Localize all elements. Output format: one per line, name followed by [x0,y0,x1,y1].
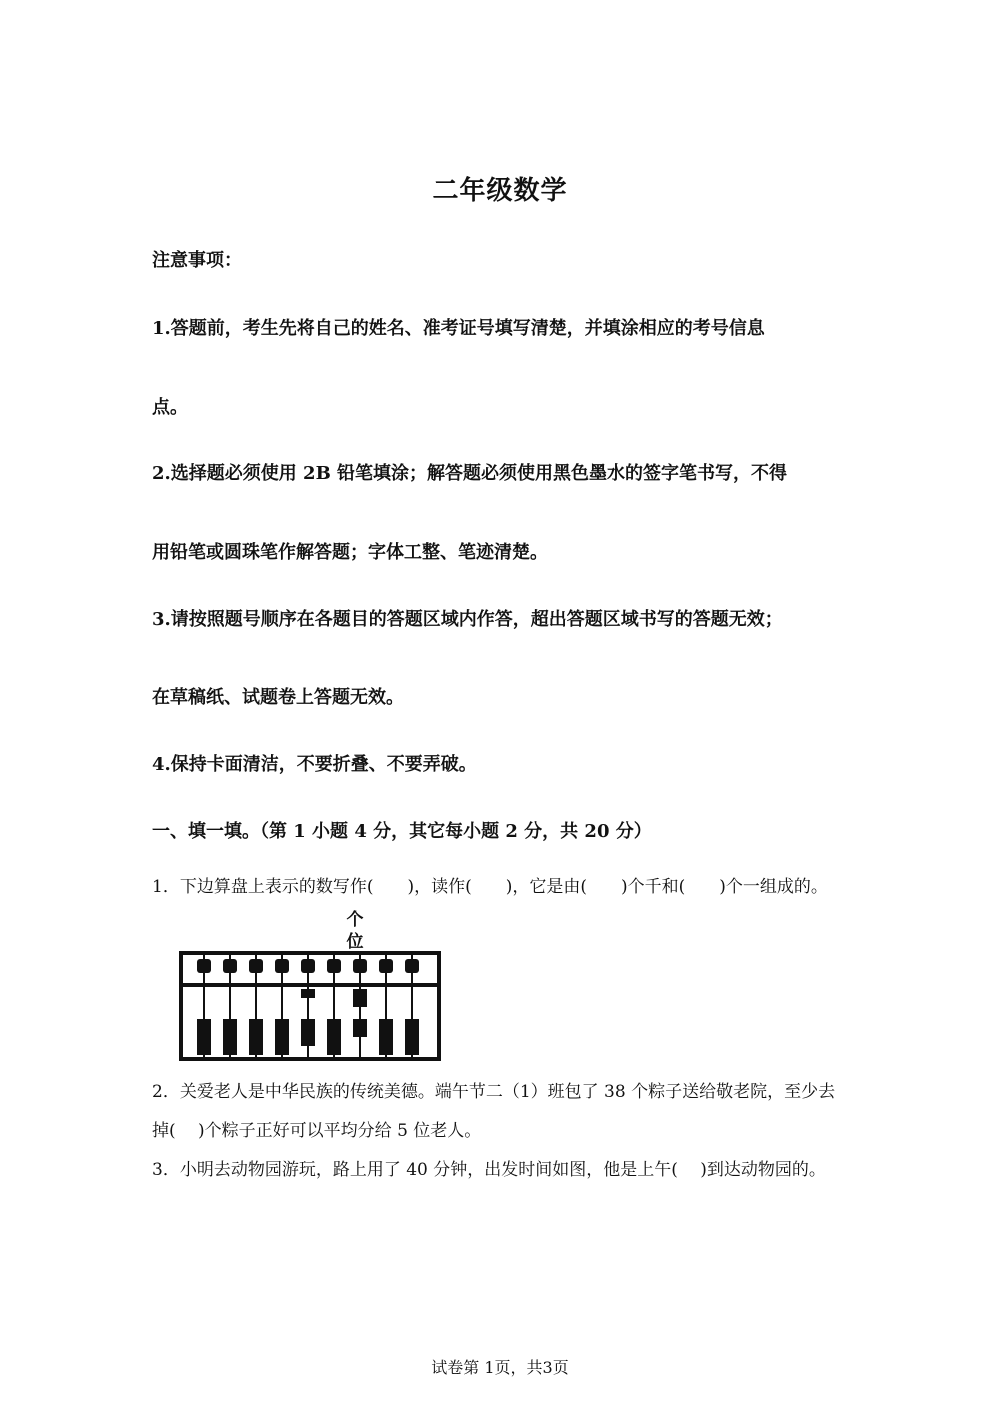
abacus-bead [379,1028,393,1037]
abacus-bead [327,1028,341,1037]
abacus-bead [275,1037,289,1046]
abacus-label-bottom: 位 [346,932,364,952]
abacus-bead [197,1046,211,1055]
abacus-image [170,905,450,1065]
abacus-bead [327,1046,341,1055]
section-heading: 一、填一填。（第 1 小题 4 分，其它每小题 2 分，共 20 分） [152,821,652,842]
abacus-bead [197,1019,211,1028]
notice-line: 4.保持卡面清洁，不要折叠、不要弄破。 [152,754,477,775]
question-2: 2．关爱老人是中华民族的传统美德。端午节二（1）班包了 38 个粽子送给敬老院，至少去 [152,1082,836,1102]
abacus-bead [353,1028,367,1037]
notice-line: 1.答题前，考生先将自己的姓名、准考证号填写清楚，并填涂相应的考号信息 [152,318,765,339]
abacus-bead [379,959,393,973]
notice-line: 点。 [152,397,188,418]
abacus-bead [327,1037,341,1046]
abacus-bead [223,1037,237,1046]
abacus-bead [197,1028,211,1037]
abacus-bead [223,1028,237,1037]
page-footer: 试卷第 1页，共3页 [431,1358,569,1377]
notice-line: 3.请按照题号顺序在各题目的答题区域内作答，超出答题区域书写的答题无效； [152,609,783,630]
page-title: 二年级数学 [432,176,568,206]
abacus-bead [379,1037,393,1046]
notice-heading: 注意事项： [152,250,242,271]
abacus-bead [275,1028,289,1037]
abacus-bead [301,989,315,998]
abacus-bead [197,1037,211,1046]
abacus-bead [301,1019,315,1028]
abacus-bead [405,959,419,973]
abacus-bead [353,998,367,1007]
abacus-bead [353,989,367,998]
abacus-bead [301,1037,315,1046]
abacus-bead [197,959,211,973]
abacus-bead [405,1019,419,1028]
abacus-label-top: 个 [346,910,364,930]
abacus-bead [223,1019,237,1028]
abacus-bead [275,1046,289,1055]
notice-line: 在草稿纸、试题卷上答题无效。 [152,687,404,708]
abacus-bead [379,1046,393,1055]
abacus-bead [223,959,237,973]
abacus-bead [249,1019,263,1028]
abacus-bead [249,1028,263,1037]
notice-line: 用铅笔或圆珠笔作解答题；字体工整、笔迹清楚。 [152,542,548,563]
question-1: 1．下边算盘上表示的数写作( )，读作( )，它是由( )个千和( )个一组成的。 [152,877,828,897]
abacus-bead [327,959,341,973]
abacus-bead [275,1019,289,1028]
abacus-bead [249,1037,263,1046]
abacus-bead [249,959,263,973]
abacus-bead [405,1046,419,1055]
abacus-bead [275,959,289,973]
abacus-bead [353,1019,367,1028]
abacus-bead [405,1028,419,1037]
question-2-cont: 掉( )个粽子正好可以平均分给 5 位老人。 [152,1121,482,1141]
abacus-bead [301,1028,315,1037]
abacus-bead [327,1019,341,1028]
abacus-bead [405,1037,419,1046]
abacus-bead [249,1046,263,1055]
abacus-bead [223,1046,237,1055]
abacus-bead [353,959,367,973]
notice-line: 2.选择题必须使用 2B 铅笔填涂；解答题必须使用黑色墨水的签字笔书写，不得 [152,463,788,484]
abacus-bead [301,959,315,973]
question-3: 3．小明去动物园游玩，路上用了 40 分钟，出发时间如图，他是上午( )到达动物园的。 [152,1160,826,1180]
abacus-bead [379,1019,393,1028]
